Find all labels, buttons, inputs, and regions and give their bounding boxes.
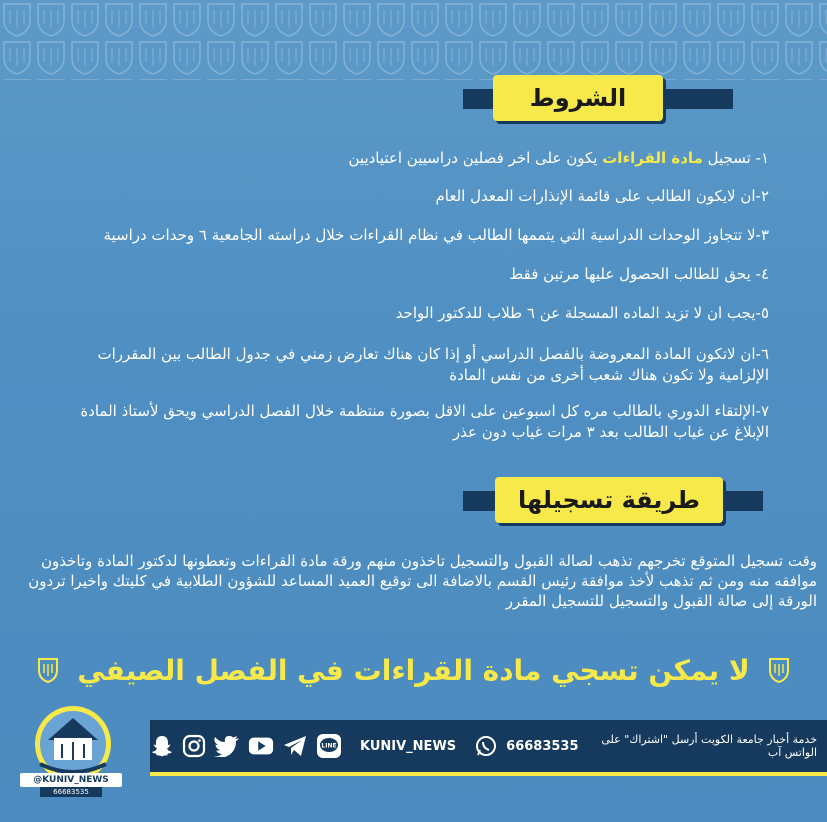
condition-item-2: ٢-ان لايكون الطالب على قائمة الإنذارات المعدل العام xyxy=(435,187,769,205)
condition-item-1 xyxy=(49,148,769,169)
registration-text: وقت تسجيل المتوقع تخرجهم تذهب لصالة القبول والتسجيل تاخذون منهم ورقة مادة القراءات وتعطونها لدكتور المادة وتاخذون موافقه منه ومن ثم تذهب لأخذ موافقة رئيس القسم بالاضافة الى توقيع العميد المساعد للشؤون الطلابية في كليتك واخيرا تردون الورقة إلى صالة القبول والتسجيل للتسجيل المقرر xyxy=(28,552,817,610)
condition-item-3: ٣-لا تتجاوز الوحدات الدراسية التي يتممها الطالب في نظام القراءات خلال دراسته الجامعية ٦ وحدات دراسية xyxy=(103,226,769,244)
whatsapp-icon[interactable] xyxy=(474,733,498,759)
youtube-icon[interactable] xyxy=(248,733,274,759)
snapchat-icon[interactable] xyxy=(150,733,174,759)
condition-item-7: ٧-الإلتقاء الدوري بالطالب مره كل اسبوعين على الاقل بصورة منتظمة خلال الفصل الدراسي ويحق لأستاذ المادة الإبلاغ عن غياب الطالب بعد ٣ مرات غياب دون عذر xyxy=(80,402,769,441)
condition-item-5: ٥-يجب ان لا تزيد الماده المسجلة عن ٦ طلاب للدكتور الواحد xyxy=(395,304,769,322)
footer-handle[interactable]: KUNIV_NEWS xyxy=(360,738,457,754)
summer-note xyxy=(0,650,827,690)
conditions-title: الشروط xyxy=(493,75,663,121)
shield-icon xyxy=(37,657,59,683)
condition-item-4: ٤- يحق للطالب الحصول عليها مرتين فقط xyxy=(509,265,769,283)
summer-note-text: لا يمكن تسجي مادة القراءات في الفصل الصيفي xyxy=(77,653,750,687)
footer-phone: 66683535 xyxy=(506,738,579,754)
registration-header xyxy=(0,477,827,523)
footer-strip xyxy=(150,772,827,776)
logo-handle: @KUNIV_NEWS xyxy=(20,773,122,787)
instagram-icon[interactable] xyxy=(182,733,206,759)
footer-content xyxy=(150,720,827,772)
footer-service-text: خدمة أخبار جامعة الكويت أرسل "اشتراك" على الواتس آب xyxy=(601,733,817,759)
telegram-icon[interactable] xyxy=(282,733,308,759)
condition-suffix: يكون على اخر فصلين دراسيين اعتياديين xyxy=(348,149,603,167)
condition-prefix: ١- تسجيل xyxy=(702,149,769,167)
registration-title: طريقة تسجيلها xyxy=(495,477,723,523)
condition-highlight: مادة القراءات xyxy=(602,149,703,167)
logo-phone: 66683535 xyxy=(40,787,102,797)
condition-item-6: ٦-ان لاتكون المادة المعروضة بالفصل الدراسي أو إذا كان هناك تعارض زمني في جدول الطالب بين المقررات الإلزامية ولا تكون هناك شعب أخرى من نفس المادة xyxy=(97,345,769,384)
conditions-header xyxy=(0,75,827,121)
svg-text:LINE: LINE xyxy=(321,742,337,750)
twitter-icon[interactable] xyxy=(214,733,240,759)
shield-icon xyxy=(768,657,790,683)
shield-pattern xyxy=(0,0,827,80)
line-icon[interactable] xyxy=(316,733,342,759)
